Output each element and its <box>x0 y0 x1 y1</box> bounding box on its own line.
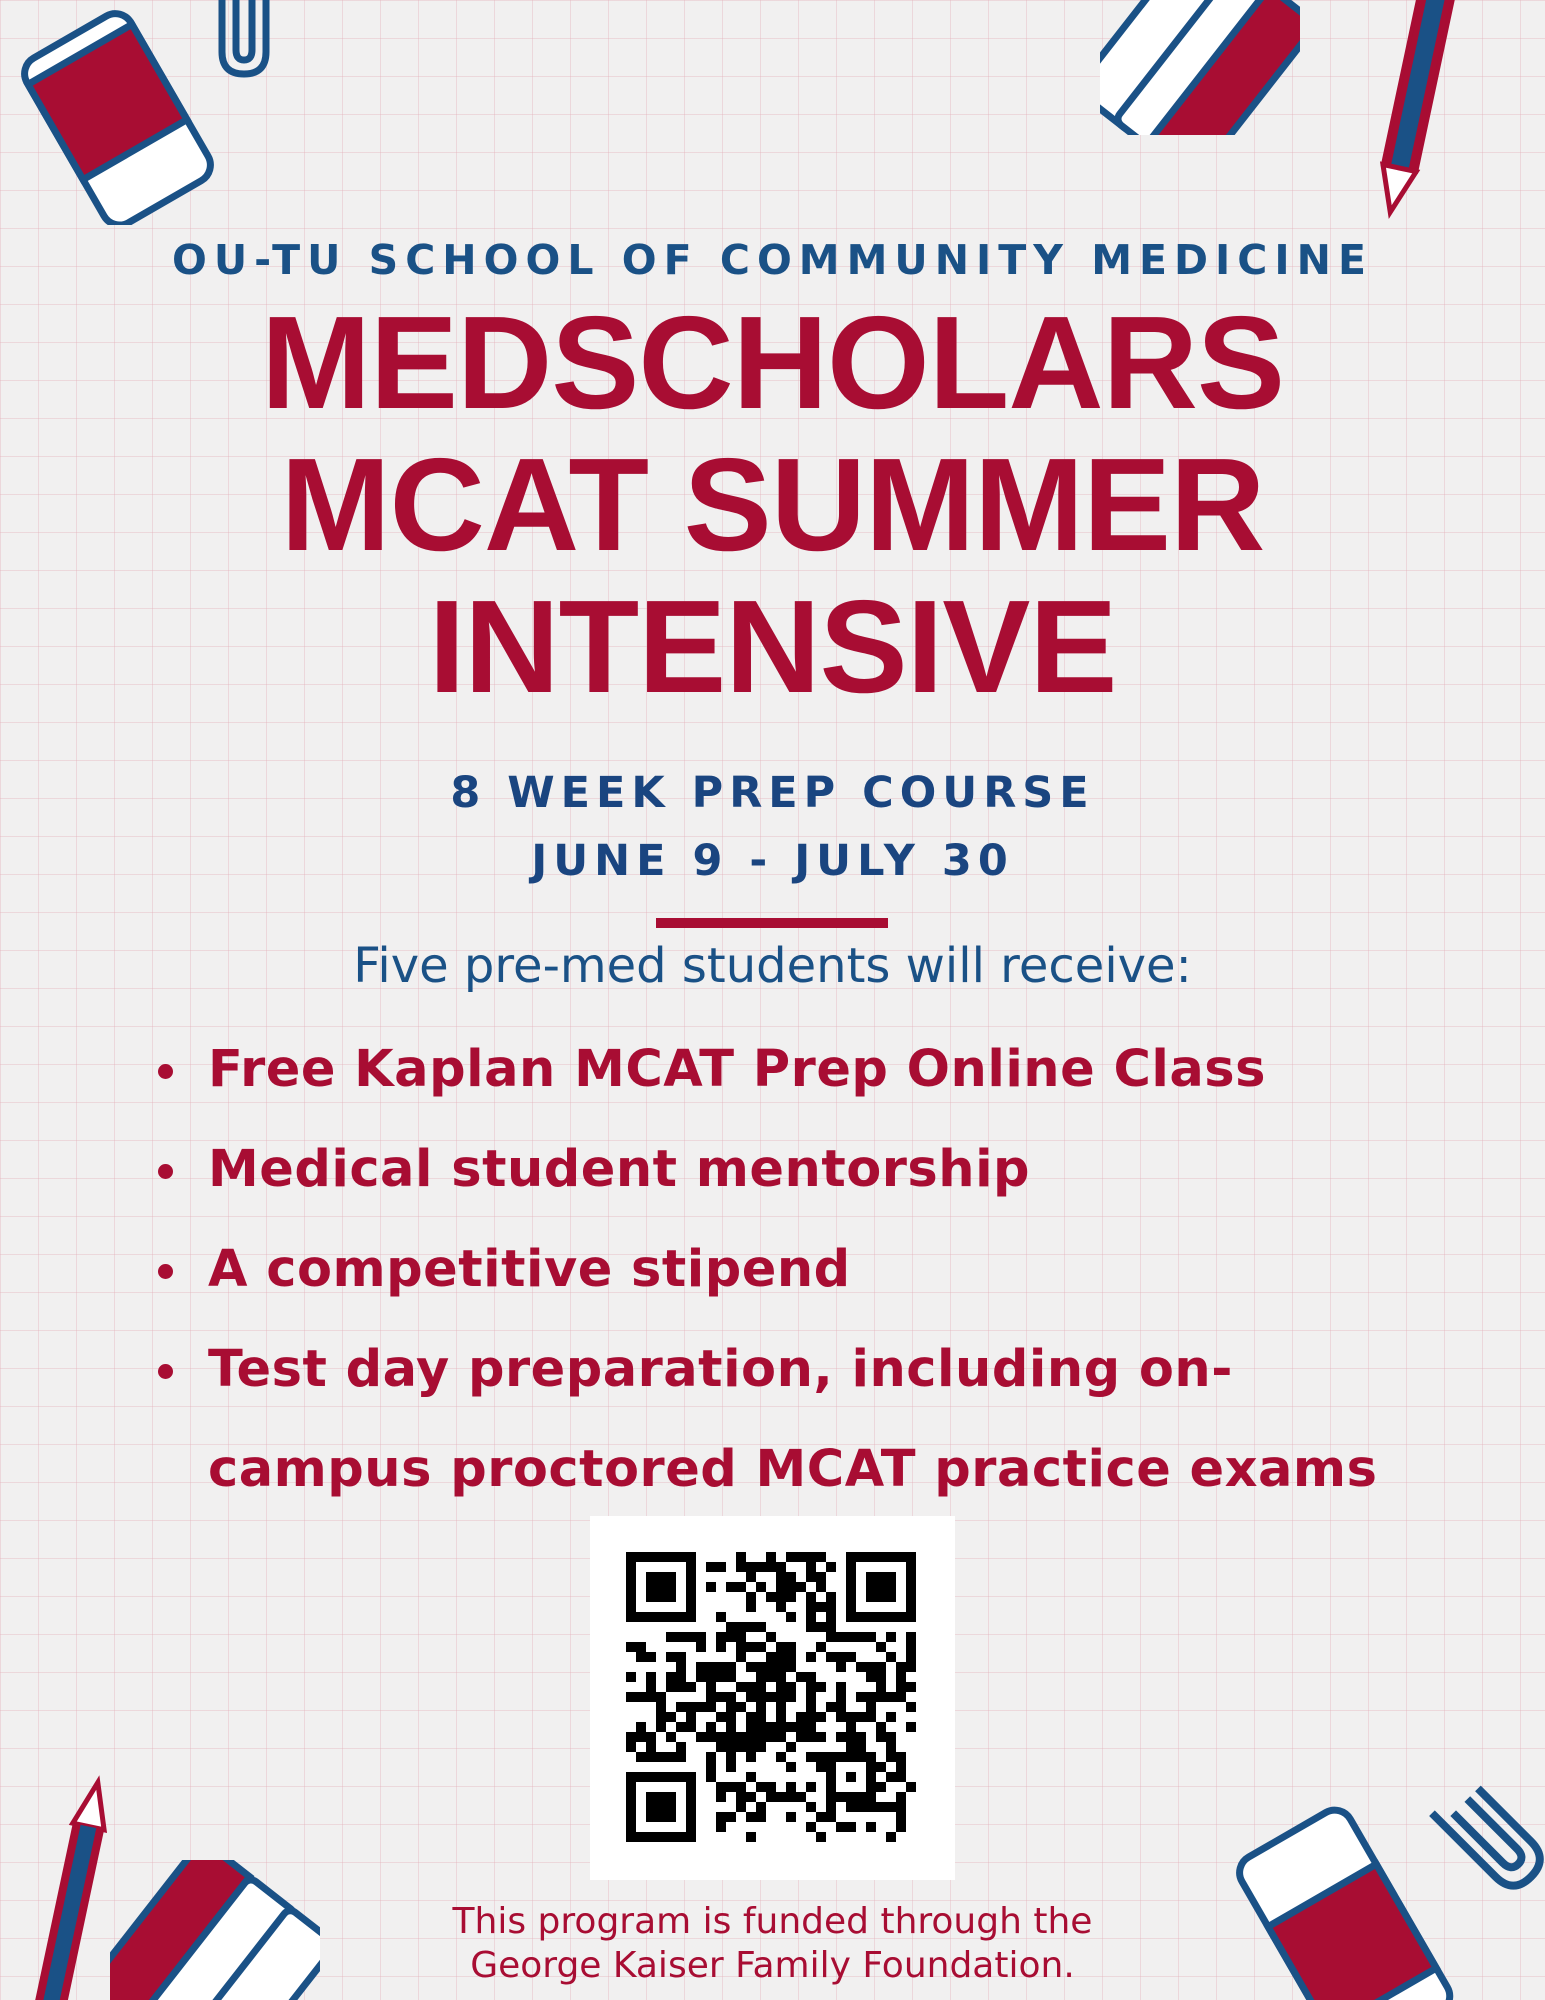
title-line: MCAT SUMMER <box>280 431 1265 578</box>
benefits-list <box>150 1020 1480 1520</box>
paperclip-icon <box>1425 1780 1545 1910</box>
bullet <box>158 1164 173 1179</box>
funding-line: George Kaiser Family Foundation. <box>470 1945 1075 1986</box>
school-name: OU-TU SCHOOL OF COMMUNITY MEDICINE <box>172 236 1373 284</box>
benefit-text: A competitive stipend <box>208 1240 851 1299</box>
title-line: INTENSIVE <box>428 573 1117 720</box>
course-dates: JUNE 9 - JULY 30 <box>531 836 1014 886</box>
list-item <box>150 1320 1480 1520</box>
bullet <box>158 1264 173 1279</box>
benefit-text-line: campus proctored MCAT practice exams <box>208 1440 1378 1499</box>
qr-code-icon[interactable] <box>626 1552 916 1842</box>
book-icon <box>1100 0 1300 135</box>
course-length: 8 WEEK PREP COURSE <box>450 768 1095 818</box>
list-item <box>150 1020 1480 1120</box>
benefit-text: Medical student mentorship <box>208 1140 1031 1199</box>
list-item <box>150 1220 1480 1320</box>
divider <box>656 918 888 928</box>
bullet <box>158 1364 173 1379</box>
paperclip-icon <box>212 0 304 82</box>
qr-code-card <box>590 1516 955 1880</box>
eraser-icon <box>10 5 225 225</box>
benefit-text: Free Kaplan MCAT Prep Online Class <box>208 1040 1266 1099</box>
list-item <box>150 1120 1480 1220</box>
pencil-icon <box>1360 0 1470 225</box>
funding-note <box>0 1900 1545 1988</box>
page-title <box>0 289 1545 720</box>
benefit-text-line: Test day preparation, including on- <box>208 1340 1233 1399</box>
title-line: MEDSCHOLARS <box>260 289 1285 436</box>
funding-line: This program is funded through the <box>452 1901 1093 1942</box>
bullet <box>158 1064 173 1079</box>
intro-text: Five pre-med students will receive: <box>353 938 1192 994</box>
